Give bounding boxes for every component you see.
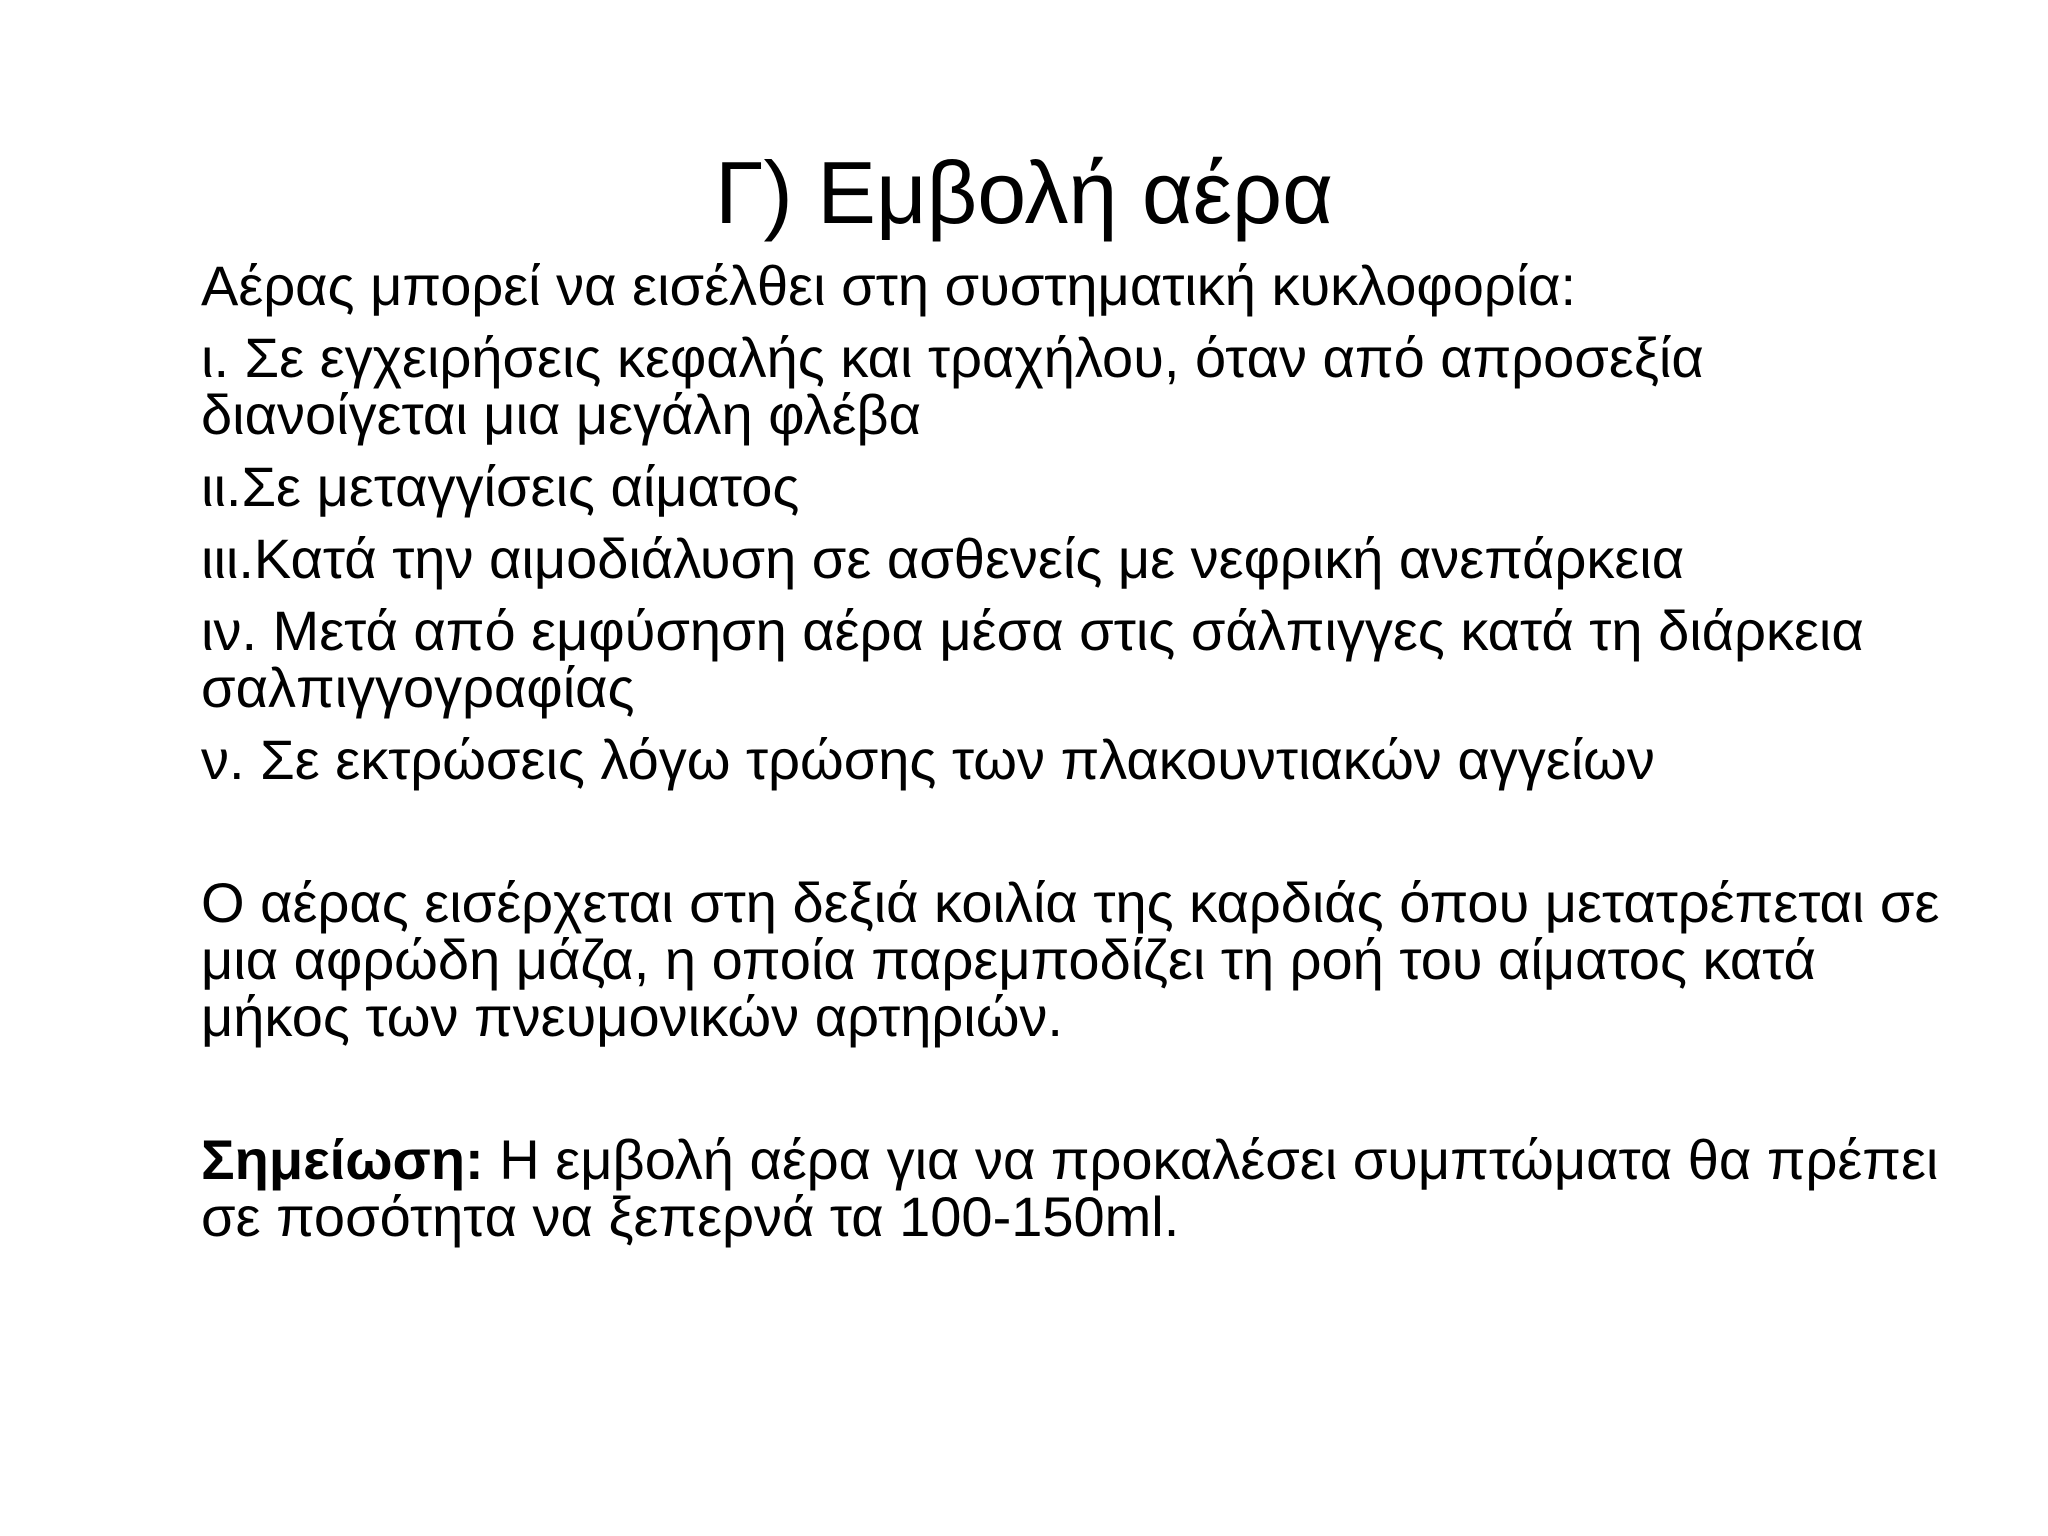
intro-text: Αέρας μπορεί να εισέλθει στη συστηματική κυκλοφορία: (201, 254, 1577, 317)
slide-body (201, 254, 1961, 1260)
causes-list (201, 326, 1961, 791)
explanation-text: Ο αέρας εισέρχεται στη δεξιά κοιλία της καρδιάς όπου μετατρέπεται σε μια αφρώδη μάζα, η οποία παρεμποδίζει τη ροή του αίματος κατά μήκος των πνευμονικών αρτηριών. (201, 871, 1940, 1048)
list-item: ιι.Σε μεταγγίσεις αίματος (201, 455, 800, 518)
note-text: Η εμβολή αέρα για να προκαλέσει συμπτώματα θα πρέπει σε ποσότητα να ξεπερνά τα 100-150ml. (201, 1128, 1939, 1248)
list-item: ιιι.Κατά την αιμοδιάλυση σε ασθενείς με νεφρική ανεπάρκεια (201, 527, 1685, 590)
list-item: ι. Σε εγχειρήσεις κεφαλής και τραχήλου, όταν από απροσεξία διανοίγεται μια μεγάλη φλέβα (201, 326, 1704, 446)
spacer (201, 1060, 1961, 1131)
slide-title: Γ) Εμβολή αέρα (715, 143, 1333, 242)
note (201, 1128, 1961, 1248)
spacer (201, 803, 1961, 874)
list-item: ν. Σε εκτρώσεις λόγω τρώσης των πλακουντιακών αγγείων (201, 728, 1655, 791)
note-label: Σημείωση: (201, 1128, 484, 1191)
list-item: ιν. Μετά από εμφύσηση αέρα μέσα στις σάλπιγγες κατά τη διάρκεια σαλπιγγογραφίας (201, 599, 1864, 719)
